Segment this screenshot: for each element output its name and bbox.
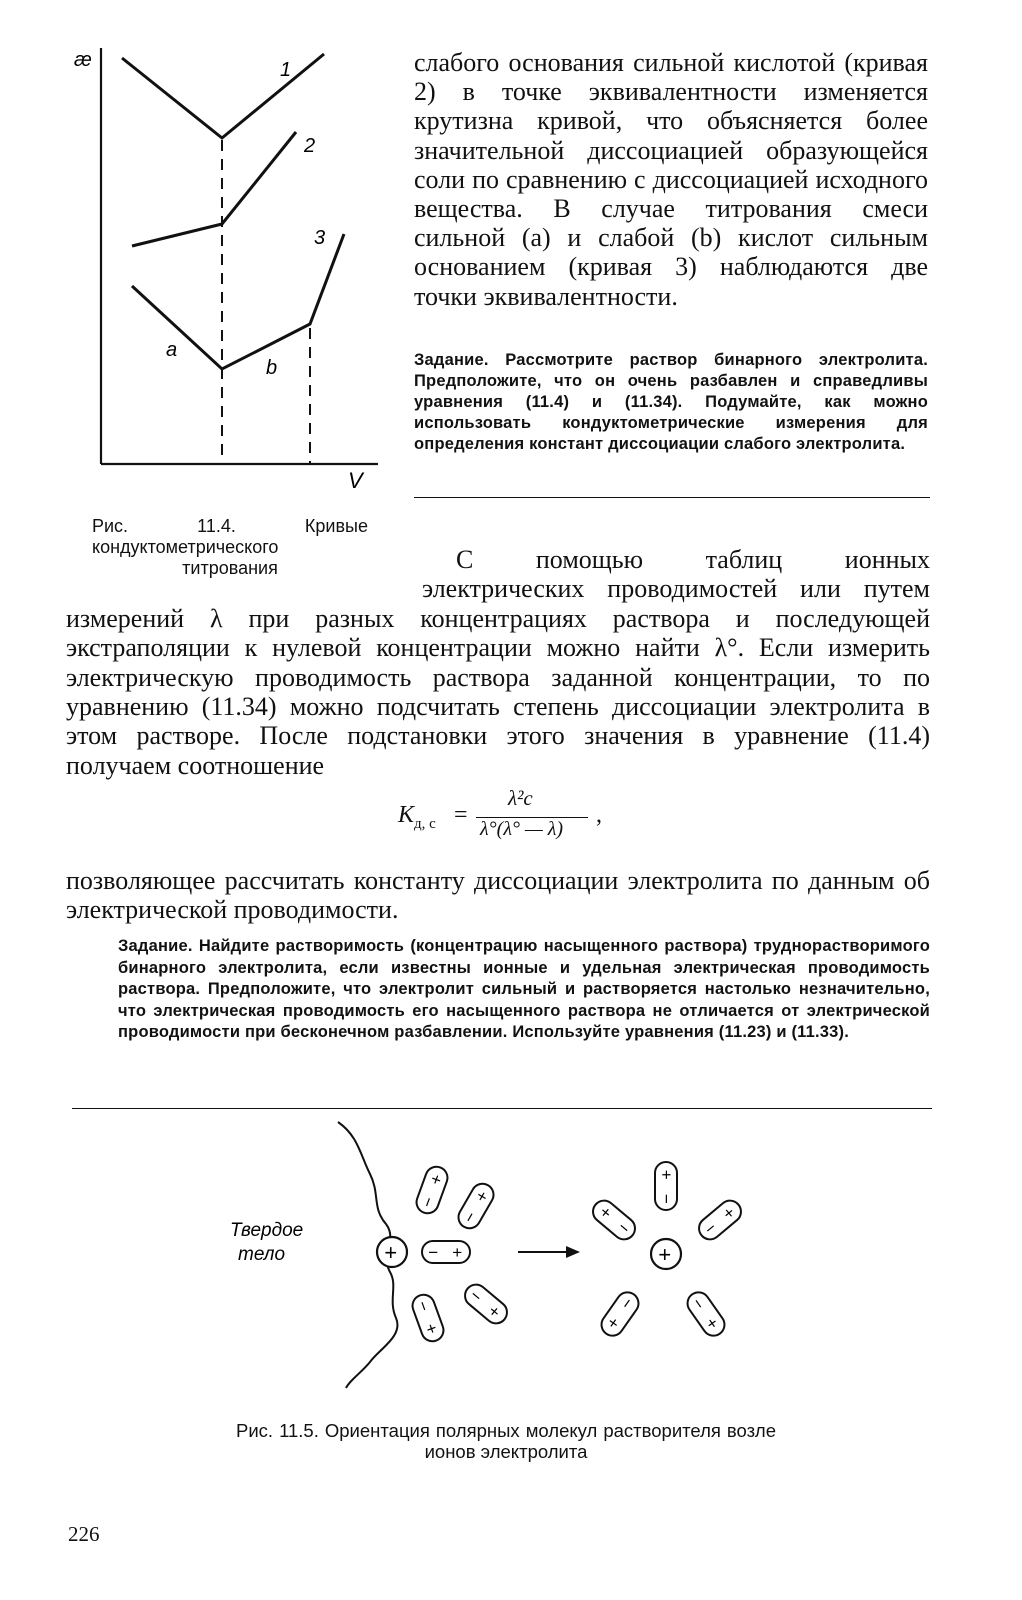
task-2: Задание. Найдите растворимость (концентрацию насыщенного раствора) труднорастворимого бинарного электролита, если известны ионные и удельная электрическая проводимость раствора. Предположите, что электролит сильный и растворяется настолько незначительно, что электрическая проводимость его насыщенного раствора не отличается от электрической проводимости при бесконечном разбавлении. Используйте уравнения (11.23) и (11.33). (118, 937, 930, 1042)
dipole-right-1 (655, 1162, 677, 1210)
dipole-right-4 (597, 1288, 643, 1340)
formula-denominator: λ°(λ° — λ) (480, 818, 564, 840)
float-spacer (66, 545, 422, 603)
task-1-rule (414, 497, 930, 498)
point-label-b: b (266, 357, 278, 379)
figure-11-5-caption: Рис. 11.5. Ориентация полярных молекул растворителя возле ионов электролита (236, 1420, 776, 1462)
dipole-left-5 (409, 1292, 446, 1345)
curve-label-1: 1 (280, 59, 292, 81)
x-axis-label: V (348, 468, 363, 493)
right-column-text: слабого основания сильной кислотой (кривая 2) в точке эквивалентности изменяется крутизна кривой, что объясняется более значительной диссоциацией образующейся соли по сравнению с диссоциацией исходного вещества. В случае титрования смеси сильной (a) и слабой (b) кислот сильным основанием (кривая 3) наблюдаются две точки эквивалентности. (414, 48, 928, 311)
figure-11-5: − + Твердое тело + + (220, 1114, 760, 1394)
curve-label-3: 3 (314, 227, 326, 249)
paragraph-2: С помощью таблиц ионных электрических проводимостей или путем измерений λ при разных концентрациях раствора и последующей экстраполяции к нулевой концентрации можно найти λ°. Если измерить электрическую проводимость раствора заданной концентрации, то по уравнению (11.34) можно подсчитать степень диссоциации электролита в этом растворе. После подстановки этого значения в уравнение (11.4) получаем соотношение (66, 545, 930, 780)
dipole-right-5 (683, 1288, 729, 1340)
curve-3 (132, 234, 344, 369)
figure-11-4 (60, 40, 400, 500)
task-1: Задание. Рассмотрите раствор бинарного электролита. Предположите, что он очень разбавлен и справедливы уравнения (11.4) и (11.34). Подумайте, как можно использовать кондуктометрические измерения для определения констант диссоциации слабого электролита. (414, 351, 928, 453)
arrow-head (566, 1246, 580, 1258)
dipole-left-1 (413, 1164, 450, 1217)
task-2-rule (72, 1108, 932, 1109)
formula: $K_{д, с}$ = λ²c λ°(λ° — λ) , (398, 786, 602, 840)
point-label-a: a (166, 339, 178, 361)
solid-label-2: тело (238, 1244, 286, 1265)
formula-numerator: λ²c (508, 786, 533, 810)
figure-11-4-caption: Рис. 11.4. Кривые кондуктометрического титрования (92, 516, 368, 578)
dipole-left-4 (461, 1280, 512, 1328)
dipole-right-2 (589, 1196, 640, 1244)
curve-2 (132, 132, 296, 246)
svg-text:+: + (384, 1240, 397, 1265)
page-number: 226 (68, 1522, 100, 1546)
curve-1 (122, 54, 324, 138)
paragraph-3: позволяющее рассчитать константу диссоциации электролита по данным об электрической проводимости. (66, 866, 930, 925)
dipole-left-3 (422, 1241, 470, 1263)
dipole-right-3 (695, 1196, 746, 1244)
curve-label-2: 2 (304, 135, 316, 157)
y-axis-label: æ (74, 49, 92, 71)
solid-label-1: Твердое (230, 1220, 304, 1241)
dipole-left-2 (454, 1180, 497, 1233)
svg-text:+: + (658, 1242, 671, 1267)
